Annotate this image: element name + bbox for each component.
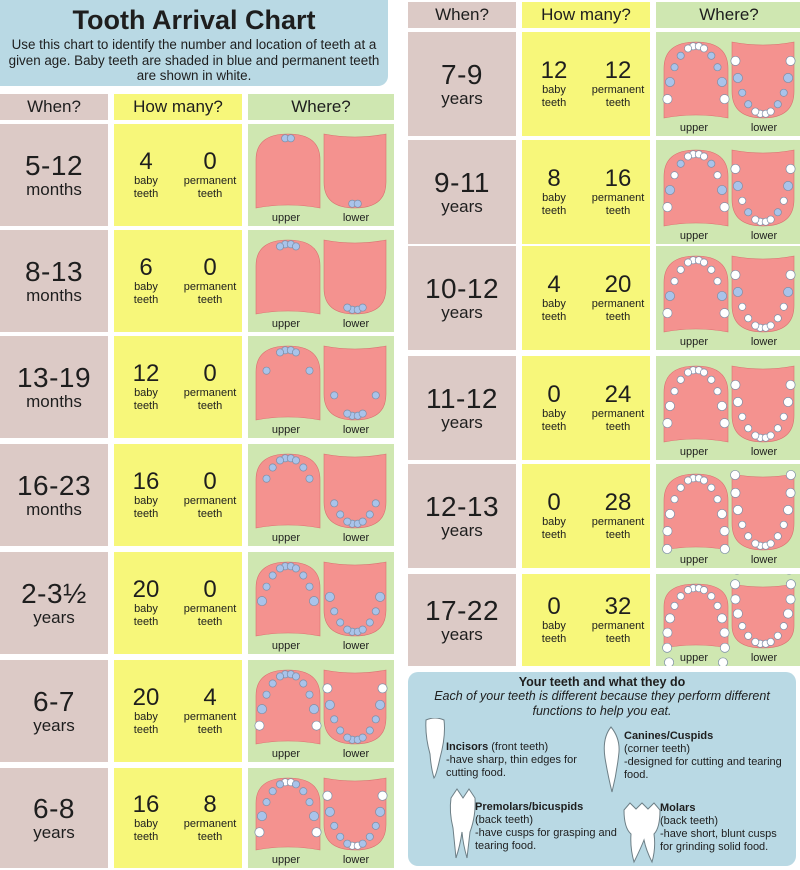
age-cell: [408, 574, 516, 666]
upper-label: upper: [271, 532, 301, 544]
upper-label: upper: [271, 854, 301, 866]
upper-label: upper: [271, 640, 301, 652]
permanent-count-value: 20: [604, 271, 632, 298]
chart-row: [408, 246, 800, 350]
baby-count: [522, 356, 586, 460]
permanent-count: [586, 140, 650, 244]
permanent-label: permanent teeth: [183, 175, 237, 200]
title-box: [0, 0, 388, 86]
baby-label: baby teeth: [133, 495, 159, 520]
jaw-diagram: [656, 140, 800, 244]
baby-count-value: 0: [547, 593, 561, 620]
permanent-count-value: 0: [203, 254, 217, 281]
chart-row: [0, 336, 394, 438]
count-cell: [114, 230, 242, 332]
baby-count-value: 16: [132, 791, 160, 818]
baby-label: baby teeth: [133, 603, 159, 628]
permanent-count-value: 4: [203, 684, 217, 711]
jaw-diagram-cell: [248, 660, 394, 762]
jaw-diagram-cell: [656, 464, 800, 568]
baby-count-value: 20: [132, 576, 160, 603]
count-cell: [522, 574, 650, 666]
column-headers-left: [0, 94, 394, 120]
chart-row: [408, 464, 800, 568]
baby-label: baby teeth: [541, 408, 567, 433]
permanent-label: permanent teeth: [183, 387, 237, 412]
age-cell: [408, 356, 516, 460]
header-where: Where?: [248, 94, 394, 120]
count-cell: [114, 552, 242, 654]
permanent-count: [586, 246, 650, 350]
chart-row: [408, 140, 800, 244]
age-cell: [408, 140, 516, 244]
lower-label: lower: [342, 318, 370, 330]
baby-label: baby teeth: [541, 84, 567, 109]
jaw-diagram: [248, 336, 394, 438]
permanent-label: permanent teeth: [183, 818, 237, 843]
chart-row: [0, 444, 394, 546]
permanent-count-value: 0: [203, 468, 217, 495]
count-cell: [114, 336, 242, 438]
age-range: 12-13: [424, 491, 500, 522]
count-cell: [522, 356, 650, 460]
lower-label: lower: [342, 424, 370, 436]
permanent-count: [178, 336, 242, 438]
age-range: 16-23: [16, 470, 92, 501]
jaw-diagram: [248, 444, 394, 546]
permanent-count: [586, 574, 650, 666]
age-range: 7-9: [441, 59, 483, 90]
baby-count-value: 4: [547, 271, 561, 298]
permanent-count: [586, 356, 650, 460]
baby-label: baby teeth: [541, 620, 567, 645]
age-cell: [0, 768, 108, 868]
age-range: 9-11: [434, 167, 490, 198]
age-unit: years: [441, 413, 483, 432]
count-cell: [522, 32, 650, 136]
lower-label: lower: [750, 122, 778, 134]
permanent-label: permanent teeth: [591, 192, 645, 217]
baby-count-value: 20: [132, 684, 160, 711]
molar-icon: [622, 800, 662, 864]
age-unit: years: [441, 197, 483, 216]
baby-count-value: 8: [547, 165, 561, 192]
molars-text: Molars (back teeth) -have short, blunt cusps for grinding solid food.: [660, 802, 777, 853]
age-unit: years: [441, 303, 483, 322]
chart-row: [0, 660, 394, 762]
age-unit: years: [441, 89, 483, 108]
age-unit: years: [33, 608, 75, 627]
baby-count: [114, 552, 178, 654]
header-where: Where?: [656, 2, 800, 28]
lower-label: lower: [750, 336, 778, 348]
permanent-count-value: 0: [203, 148, 217, 175]
baby-count: [522, 464, 586, 568]
lower-label: lower: [750, 652, 778, 664]
age-range: 17-22: [424, 595, 500, 626]
upper-label: upper: [679, 230, 709, 242]
baby-label: baby teeth: [133, 175, 159, 200]
baby-count: [114, 230, 178, 332]
age-unit: years: [33, 823, 75, 842]
age-range: 8-13: [24, 256, 84, 287]
teeth-info-box: [408, 672, 796, 866]
upper-label: upper: [271, 424, 301, 436]
age-range: 6-7: [33, 686, 75, 717]
baby-label: baby teeth: [133, 818, 159, 843]
lower-label: lower: [342, 212, 370, 224]
count-cell: [114, 660, 242, 762]
lower-label: lower: [750, 446, 778, 458]
count-cell: [522, 140, 650, 244]
permanent-count-value: 16: [604, 165, 632, 192]
age-cell: [408, 464, 516, 568]
header-how-many: How many?: [114, 94, 242, 120]
info-heading: Your teeth and what they do: [518, 675, 686, 689]
jaw-diagram: [656, 356, 800, 460]
baby-count: [114, 768, 178, 868]
baby-count-value: 16: [132, 468, 160, 495]
baby-count-value: 12: [540, 57, 568, 84]
count-cell: [114, 444, 242, 546]
lower-label: lower: [750, 230, 778, 242]
jaw-diagram: [248, 660, 394, 762]
jaw-diagram-cell: [248, 768, 394, 868]
baby-count-value: 0: [547, 489, 561, 516]
age-cell: [0, 230, 108, 332]
chart-row: [408, 356, 800, 460]
age-cell: [0, 444, 108, 546]
permanent-count-value: 0: [203, 576, 217, 603]
baby-count: [114, 336, 178, 438]
chart-row: [408, 32, 800, 136]
baby-count-value: 4: [139, 148, 153, 175]
jaw-diagram-cell: [656, 140, 800, 244]
upper-label: upper: [679, 336, 709, 348]
permanent-count: [178, 552, 242, 654]
baby-label: baby teeth: [133, 281, 159, 306]
age-range: 6-8: [33, 793, 75, 824]
jaw-diagram-cell: [248, 230, 394, 332]
permanent-label: permanent teeth: [591, 620, 645, 645]
permanent-count: [178, 768, 242, 868]
permanent-label: permanent teeth: [591, 408, 645, 433]
permanent-count-value: 8: [203, 791, 217, 818]
jaw-diagram: [248, 230, 394, 332]
age-cell: [0, 336, 108, 438]
lower-label: lower: [342, 640, 370, 652]
permanent-count-value: 12: [604, 57, 632, 84]
baby-count: [522, 32, 586, 136]
jaw-diagram-cell: [248, 552, 394, 654]
baby-count: [522, 574, 586, 666]
chart-row: [0, 230, 394, 332]
age-unit: years: [441, 521, 483, 540]
header-when: When?: [408, 2, 516, 28]
permanent-count: [178, 230, 242, 332]
permanent-count: [178, 124, 242, 226]
premolars-text: Premolars/bicuspids (back teeth) -have cusps for grasping and tearing food.: [475, 801, 617, 852]
age-cell: [0, 124, 108, 226]
canine-icon: [600, 726, 622, 794]
baby-count: [522, 246, 586, 350]
permanent-count: [178, 660, 242, 762]
baby-label: baby teeth: [133, 711, 159, 736]
jaw-diagram-cell: [248, 124, 394, 226]
permanent-label: permanent teeth: [183, 711, 237, 736]
baby-label: baby teeth: [541, 516, 567, 541]
jaw-diagram: [248, 768, 394, 868]
page-title: Tooth Arrival Chart: [72, 5, 316, 35]
lower-label: lower: [342, 854, 370, 866]
jaw-diagram-cell: [656, 246, 800, 350]
jaw-diagram-cell: [656, 574, 800, 666]
age-unit: months: [26, 392, 82, 411]
count-cell: [522, 246, 650, 350]
upper-label: upper: [271, 748, 301, 760]
baby-label: baby teeth: [541, 192, 567, 217]
jaw-diagram-cell: [248, 336, 394, 438]
count-cell: [522, 464, 650, 568]
age-range: 13-19: [16, 362, 92, 393]
count-cell: [114, 768, 242, 868]
baby-count-value: 0: [547, 381, 561, 408]
canines-text: Canines/Cuspids (corner teeth) -designed for cutting and tearing food.: [624, 730, 782, 781]
permanent-count-value: 32: [604, 593, 632, 620]
lower-label: lower: [342, 748, 370, 760]
jaw-diagram-cell: [656, 356, 800, 460]
chart-row: [408, 574, 800, 666]
age-cell: [0, 552, 108, 654]
baby-count-value: 12: [132, 360, 160, 387]
permanent-count: [586, 32, 650, 136]
permanent-count-value: 0: [203, 360, 217, 387]
permanent-count: [178, 444, 242, 546]
age-range: 10-12: [424, 273, 500, 304]
jaw-diagram: [248, 124, 394, 226]
chart-row: [0, 552, 394, 654]
premolar-icon: [448, 788, 478, 860]
age-cell: [0, 660, 108, 762]
count-cell: [114, 124, 242, 226]
permanent-label: permanent teeth: [183, 603, 237, 628]
age-range: 5-12: [24, 150, 84, 181]
baby-count: [114, 124, 178, 226]
age-range: 2-3½: [21, 578, 87, 609]
age-unit: months: [26, 500, 82, 519]
jaw-diagram: [656, 464, 800, 568]
age-range: 11-12: [425, 383, 499, 414]
baby-count: [522, 140, 586, 244]
age-unit: years: [441, 625, 483, 644]
baby-count: [114, 660, 178, 762]
upper-label: upper: [679, 122, 709, 134]
info-subheading: Each of your teeth is different because they perform different functions to help you eat.: [434, 689, 770, 718]
lower-label: lower: [342, 532, 370, 544]
jaw-diagram-cell: [656, 32, 800, 136]
chart-row: [0, 124, 394, 226]
permanent-label: permanent teeth: [183, 495, 237, 520]
permanent-label: permanent teeth: [591, 298, 645, 323]
permanent-count-value: 24: [604, 381, 632, 408]
upper-label: upper: [271, 212, 301, 224]
age-unit: months: [26, 286, 82, 305]
page-subtitle: Use this chart to identify the number and location of teeth at a given age. Baby teeth are shaded in blue and permanent teeth are shown in white.: [8, 37, 380, 83]
incisors-text: Incisors (front teeth) -have sharp, thin edges for cutting food.: [446, 741, 577, 779]
upper-label: upper: [679, 554, 709, 566]
incisor-icon: [422, 718, 448, 780]
age-cell: [408, 32, 516, 136]
permanent-count: [586, 464, 650, 568]
baby-label: baby teeth: [541, 298, 567, 323]
jaw-diagram: [248, 552, 394, 654]
upper-label: upper: [679, 652, 709, 664]
upper-label: upper: [679, 446, 709, 458]
jaw-diagram: [656, 32, 800, 136]
baby-label: baby teeth: [133, 387, 159, 412]
header-how-many: How many?: [522, 2, 650, 28]
header-when: When?: [0, 94, 108, 120]
permanent-count-value: 28: [604, 489, 632, 516]
jaw-diagram-cell: [248, 444, 394, 546]
permanent-label: permanent teeth: [591, 84, 645, 109]
baby-count: [114, 444, 178, 546]
column-headers-right: [408, 2, 800, 28]
age-unit: years: [33, 716, 75, 735]
lower-label: lower: [750, 554, 778, 566]
upper-label: upper: [271, 318, 301, 330]
permanent-label: permanent teeth: [183, 281, 237, 306]
chart-row: [0, 768, 394, 868]
age-cell: [408, 246, 516, 350]
permanent-label: permanent teeth: [591, 516, 645, 541]
baby-count-value: 6: [139, 254, 153, 281]
age-unit: months: [26, 180, 82, 199]
jaw-diagram: [656, 246, 800, 350]
